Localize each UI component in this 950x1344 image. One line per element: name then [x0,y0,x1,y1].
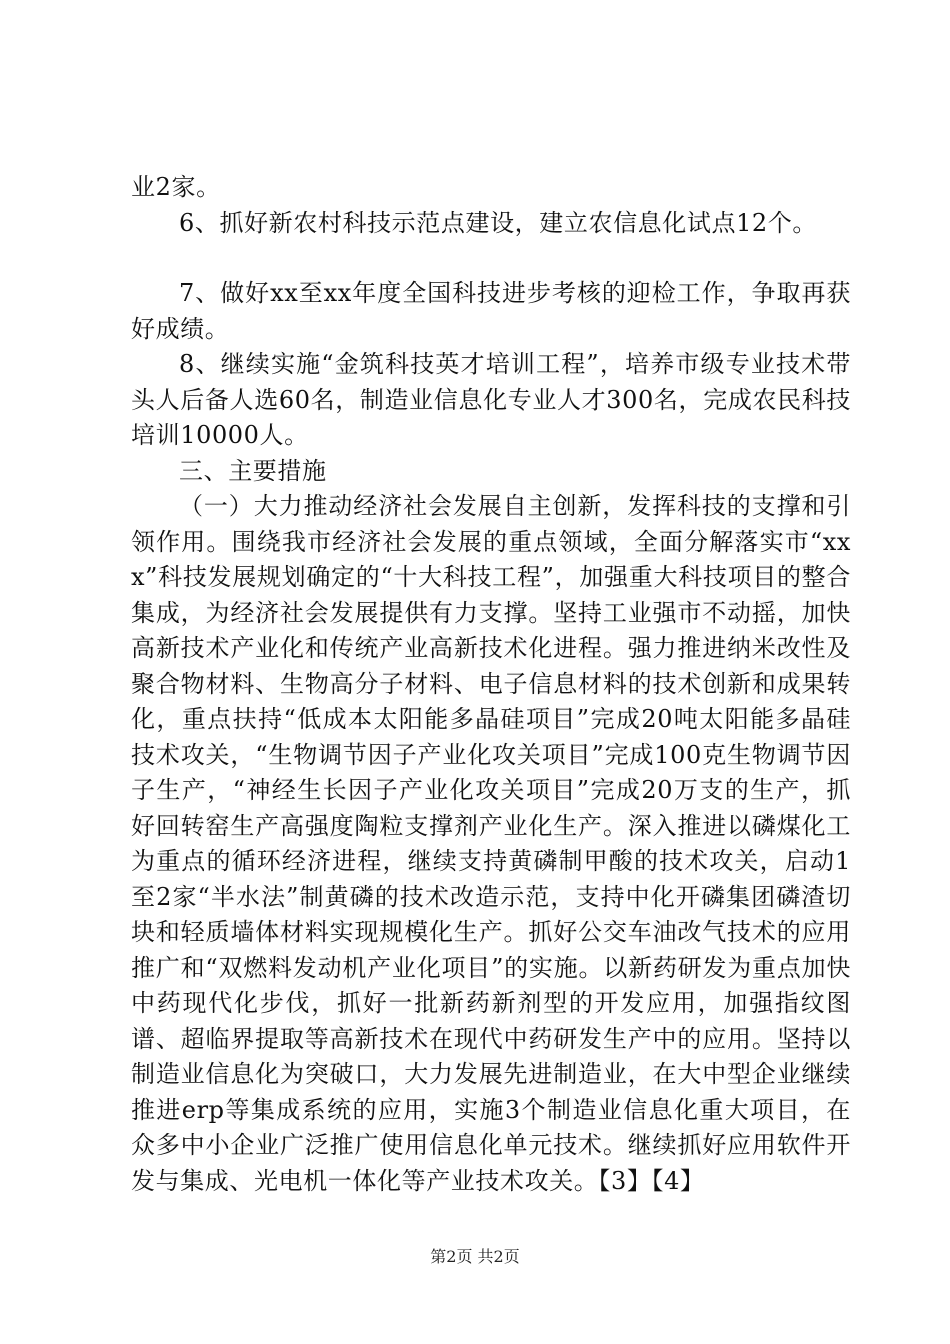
page-footer: 第2页 共2页 [430,1247,520,1266]
paragraph-continuation: 业2家。 [131,173,221,201]
section-heading-main-measures: 三、主要措施 [179,456,327,485]
document-body [131,170,851,1199]
paragraph-item-8: 8、继续实施“金筑科技英才培训工程”，培养市级专业技术带头人后备人选60名，制造业信息化专业人才300名，完成农民科技培训10000人。 [131,350,851,449]
paragraph-item-6: 6、抓好新农村科技示范点建设，建立农信息化试点12个。 [179,208,818,237]
paragraph-measure-1: （一）大力推动经济社会发展自主创新，发挥科技的支撑和引领作用。围绕我市经济社会发展的重点领域，全面分解落实市“xxx”科技发展规划确定的“十大科技工程”，加强重大科技项目的整合集成，为经济社会发展提供有力支撑。坚持工业强市不动摇，加快高新技术产业化和传统产业高新技术化进程。强力推进纳米改性及聚合物材料、生物高分子材料、电子信息材料的技术创新和成果转化，重点扶持“低成本太阳能多晶硅项目”完成20吨太阳能多晶硅技术攻关，“生物调节因子产业化攻关项目”完成100克生物调节因子生产，“神经生长因子产业化攻关项目”完成20万支的生产，抓好回转窑生产高强度陶粒支撑剂产业化生产。深入推进以磷煤化工为重点的循环经济进程，继续支持黄磷制甲酸的技术攻关，启动1至2家“半水法”制黄磷的技术改造示范，支持中化开磷集团磷渣切块和轻质墙体材料实现规模化生产。抓好公交车油改气技术的应用推广和“双燃料发动机产业化项目”的实施。以新药研发为重点加快中药现代化步伐，抓好一批新药新剂型的开发应用，加强指纹图谱、超临界提取等高新技术在现代中药研发生产中的应用。坚持以制造业信息化为突破口，大力发展先进制造业，在大中型企业继续推进erp等集成系统的应用，实施3个制造业信息化重大项目，在众多中小企业广泛推广使用信息化单元技术。继续抓好应用软件开发与集成、光电机一体化等产业技术攻关。【3】【4】 [131,492,851,1195]
paragraph-item-7: 7、做好xx至xx年度全国科技进步考核的迎检工作，争取再获好成绩。 [131,279,851,343]
